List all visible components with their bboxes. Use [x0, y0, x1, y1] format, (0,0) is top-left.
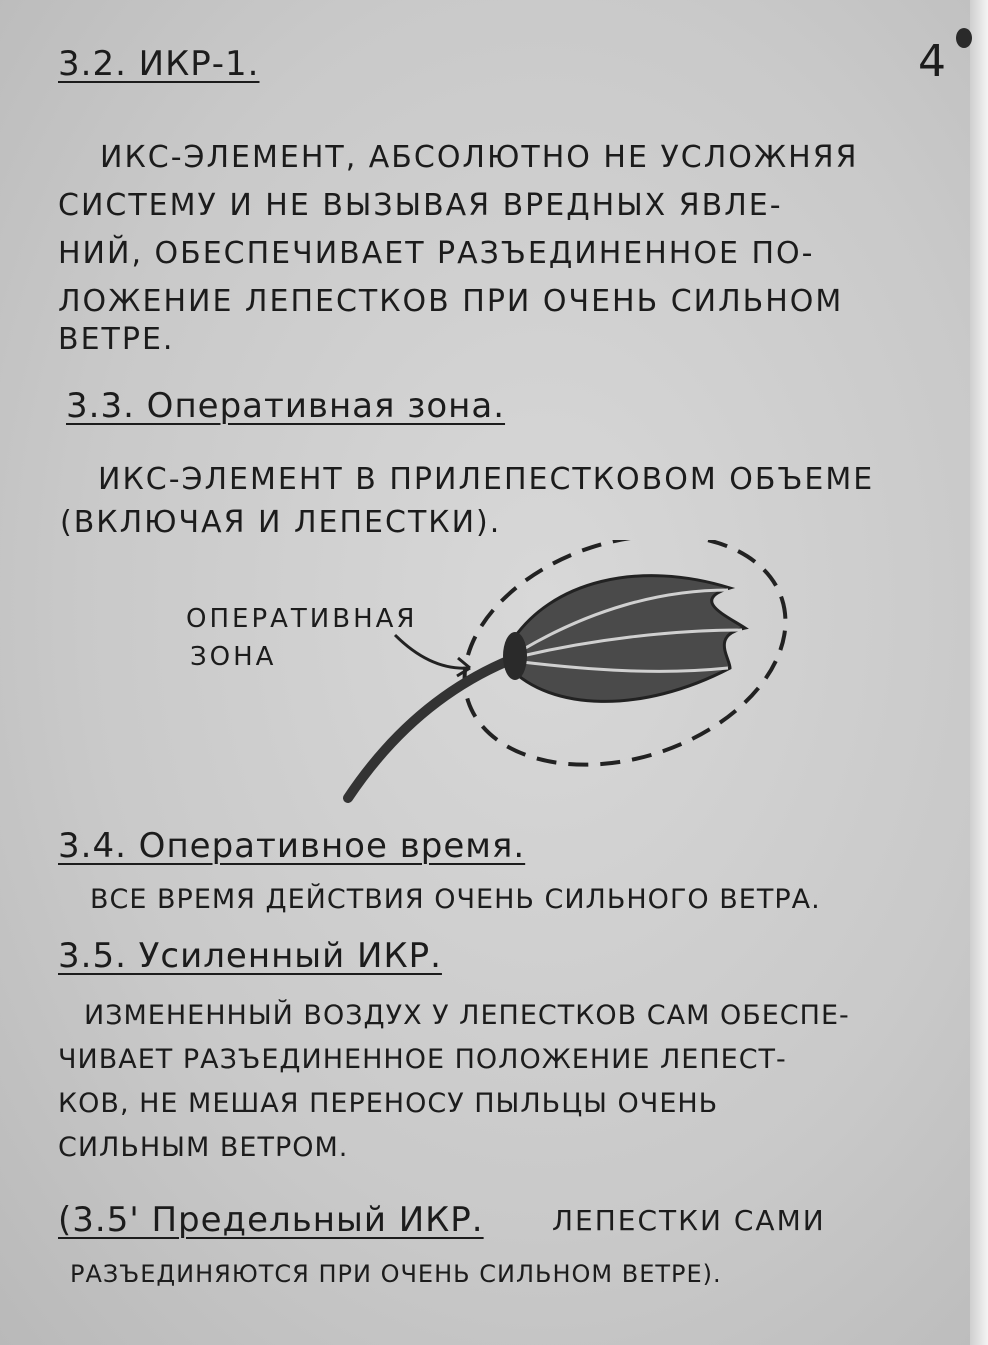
text-line: РАЗЪЕДИНЯЮТСЯ ПРИ ОЧЕНЬ СИЛЬНОМ ВЕТРЕ). [70, 1260, 722, 1288]
text-line: ЧИВАЕТ РАЗЪЕДИНЕННОЕ ПОЛОЖЕНИЕ ЛЕПЕСТ- [58, 1044, 787, 1075]
text-line: НИЙ, ОБЕСПЕЧИВАЕТ РАЗЪЕДИНЕННОЕ ПО- [58, 236, 815, 271]
text-line: ВСЕ ВРЕМЯ ДЕЙСТВИЯ ОЧЕНЬ СИЛЬНОГО ВЕТРА. [90, 884, 821, 915]
diagram-label: ОПЕРАТИВНАЯ [186, 604, 418, 634]
text-line: ИЗМЕНЕННЫЙ ВОЗДУХ У ЛЕПЕСТКОВ САМ ОБЕСПЕ- [84, 1000, 850, 1031]
page-number: 4 [918, 36, 946, 87]
text-line: ЛОЖЕНИЕ ЛЕПЕСТКОВ ПРИ ОЧЕНЬ СИЛЬНОМ [58, 284, 844, 319]
corner-hole-mark [956, 28, 972, 48]
flower-stem [348, 658, 515, 798]
heading-3-3: 3.3. Оперативная зона. [66, 386, 506, 426]
heading-3-4: 3.4. Оперативное время. [58, 826, 526, 866]
text-line: СИСТЕМУ И НЕ ВЫЗЫВАЯ ВРЕДНЫХ ЯВЛЕ- [58, 188, 783, 223]
flower-calyx [503, 632, 527, 680]
heading-3-5-prime: (3.5' Предельный ИКР. [58, 1200, 484, 1240]
text-line: ЛЕПЕСТКИ САМИ [552, 1204, 826, 1237]
diagram-label: ЗОНА [190, 642, 277, 672]
page-edge [970, 0, 988, 1345]
operative-zone-diagram [170, 540, 810, 820]
text-line: (ВКЛЮЧАЯ И ЛЕПЕСТКИ). [60, 505, 502, 540]
text-line: ВЕТРЕ. [58, 322, 175, 357]
heading-3-2: 3.2. ИКР-1. [58, 44, 260, 84]
text-line: ИКС-ЭЛЕМЕНТ, АБСОЛЮТНО НЕ УСЛОЖНЯЯ [100, 140, 859, 175]
text-line: ИКС-ЭЛЕМЕНТ В ПРИЛЕПЕСТКОВОМ ОБЪЕМЕ [98, 462, 875, 497]
text-line: СИЛЬНЫМ ВЕТРОМ. [58, 1132, 349, 1163]
text-line: КОВ, НЕ МЕШАЯ ПЕРЕНОСУ ПЫЛЬЦЫ ОЧЕНЬ [58, 1088, 719, 1119]
heading-3-5: 3.5. Усиленный ИКР. [58, 936, 442, 976]
pointer-arrow [395, 635, 470, 668]
